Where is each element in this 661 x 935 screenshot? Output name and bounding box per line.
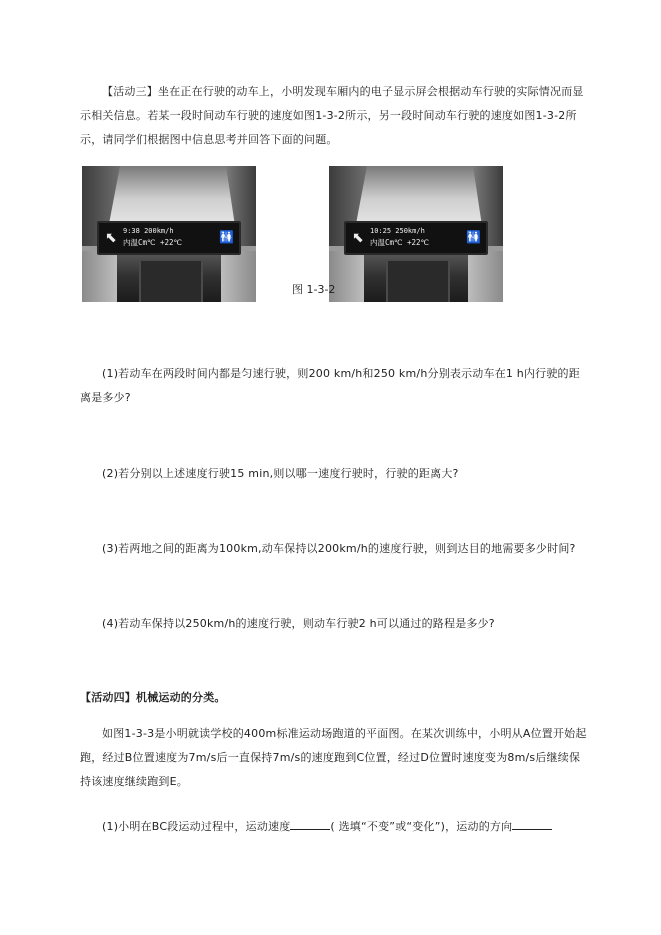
activity4-q1-part-b: ( 选填“不变”或“变化”)，运动的方向 — [330, 820, 513, 833]
answer-blank-2[interactable] — [512, 817, 552, 830]
figure-caption: 图 1-3-2 — [292, 283, 336, 296]
display-time-speed: 9:38 200km/h — [123, 227, 174, 235]
train-display-photo-1 — [82, 166, 256, 302]
display-board — [97, 221, 241, 255]
question-4: (4)若动车保持以250km/h的速度行驶，则动车行驶2 h可以通过的路程是多少? — [102, 617, 495, 630]
activity4-q1-part-a: (1)小明在BC段运动过程中，运动速度 — [102, 820, 291, 833]
question-2: (2)若分别以上述速度行驶15 min,则以哪一速度行驶时，行驶的距离大? — [102, 467, 459, 480]
display-board — [344, 221, 488, 255]
activity3-intro — [80, 80, 588, 152]
arrow-icon: ⬉ — [352, 230, 364, 246]
activity3-intro-text: 坐在正在行驶的动车上，小明发现车厢内的电子显示屏会根据动车行驶的实际情况而显示相关信息。若某一段时间动车行驶的速度如图1-3-2所示，另一段时间动车行驶的速度如图1-3-2所示，请同学们根据图中信息思考并回答下面的问题。 — [80, 85, 584, 146]
restroom-icon: 🚻 — [219, 230, 234, 244]
train-display-photo-2 — [329, 166, 503, 302]
answer-blank-1[interactable] — [290, 817, 330, 830]
question-3: (3)若两地之间的距离为100km,动车保持以200km/h的速度行驶，则到达目的地需要多少时间? — [102, 542, 576, 555]
display-time-speed: 10:25 250km/h — [370, 227, 425, 235]
activity4-intro: 如图1-3-3是小明就读学校的400m标准运动场跑道的平面图。在某次训练中，小明从A位置开始起跑，经过B位置速度为7m/s后一直保持7m/s的速度跑到C位置，经过D位置时速度变为8m/s后继续保持该速度继续跑到E。 — [80, 727, 587, 788]
arrow-icon: ⬉ — [105, 230, 117, 246]
question-1: (1)若动车在两段时间内都是匀速行驶，则200 km/h和250 km/h分别表示动车在1 h内行驶的距离是多少? — [80, 367, 580, 404]
activity3-heading: 【活动三】 — [102, 85, 158, 98]
activity4-question-1 — [80, 815, 588, 839]
restroom-icon: 🚻 — [466, 230, 481, 244]
display-temperature: 内温Cm℃ +22℃ — [370, 238, 429, 247]
activity4-heading: 【活动四】机械运动的分类。 — [80, 691, 226, 704]
display-temperature: 内温Cm℃ +22℃ — [123, 238, 182, 247]
